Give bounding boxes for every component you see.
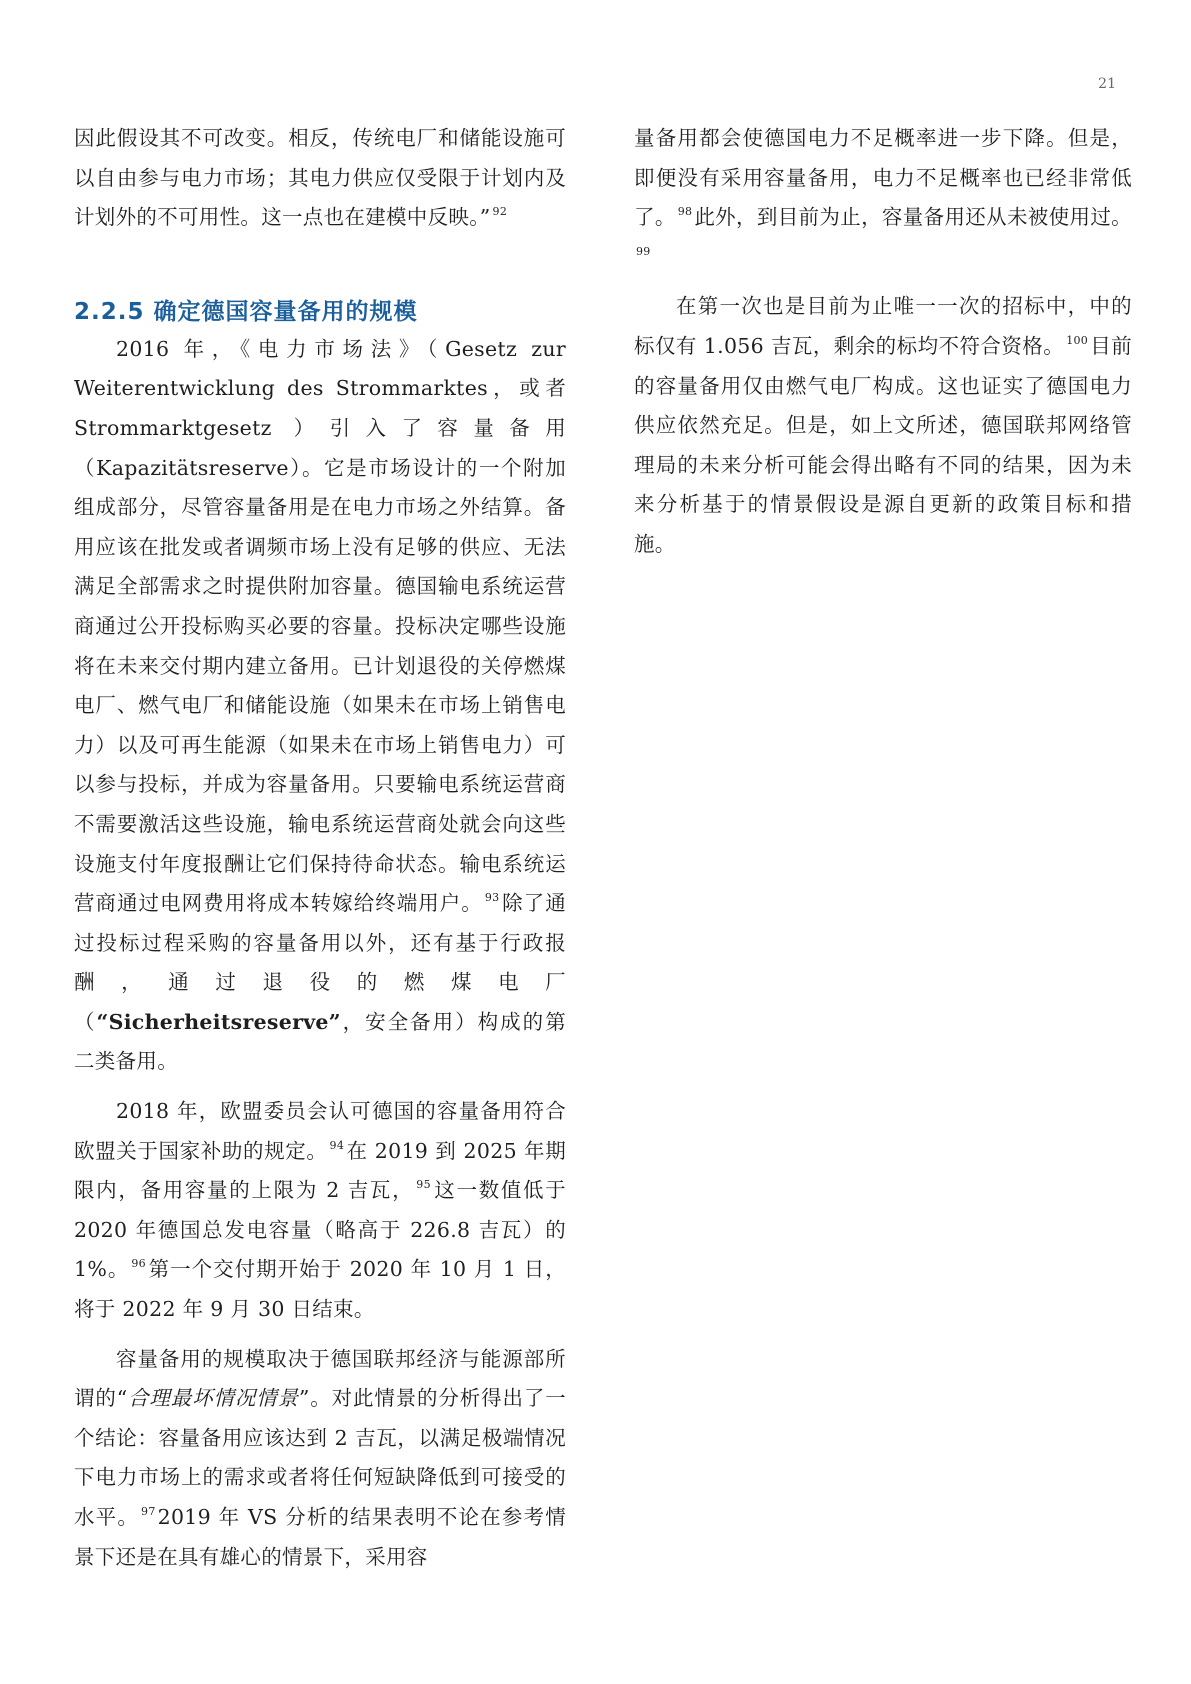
paragraph-intro-continued <box>74 119 566 238</box>
paragraph-text: ，安全备用）构成的第二类备用。 <box>74 1009 566 1074</box>
paragraph-text: 2019 年 VS 分析的结果表明不论在参考情景下还是在具有雄心的情景下，采用容 <box>74 1505 566 1569</box>
paragraph-tender <box>634 287 1132 564</box>
footnote-ref-92: 92 <box>492 205 508 219</box>
paragraph-reserve-size <box>74 1340 566 1578</box>
paragraph-eu-approval <box>74 1092 566 1330</box>
paragraph-text: 容量备用的规模取决于德国联邦经济与能源部所谓的“ <box>74 1346 566 1411</box>
footnote-ref-100: 100 <box>1066 333 1089 347</box>
footnote-ref-99: 99 <box>636 244 651 258</box>
paragraph-text: 量备用都会使德国电力不足概率进一步下降。但是，即便没有采用容量备用，电力不足概率也已经非常低了。 <box>634 126 1132 230</box>
page-number: 21 <box>1098 76 1116 92</box>
footnote-ref-96: 96 <box>131 1257 146 1271</box>
footnote-ref-98: 98 <box>677 205 693 219</box>
paragraph-text: 2016 年，《电力市场法》（Gesetz zur Weiterentwicklung des Strommarktes，或者 Strommarktgesetz ）引入了容量备用（Kapazitätsreserve）。它是市场设计的一个附加组成部分，尽管容量备用是在电力市场之外结算。备用应该在批发或者调频市场上没有足够的供应、无法满足全部需求之时提供附加容量。德国输电系统运营商通过公开投标购买必要的容量。投标决定哪些设施将在未来交付期内建立备用。已计划退役的关停燃煤电厂、燃气电厂和储能设施（如果未在市场上销售电力）以及可再生能源（如果未在市场上销售电力）可以参与投标，并成为容量备用。只要输电系统运营商不需要激活这些设施，输电系统运营商处就会向这些设施支付年度报酬让它们保持待命状态。输电系统运营商通过电网费用将成本转嫁给终端用户。 <box>74 336 566 916</box>
right-column <box>634 119 1132 565</box>
paragraph-text: 目前的容量备用仅由燃气电厂构成。这也证实了德国电力供应依然充足。但是，如上文所述，德国联邦网络管理局的未来分析可能会得出略有不同的结果，因为未来分析基于的情景假设是源自更新的政策目标和措施。 <box>634 333 1133 556</box>
paragraph-text: 在第一次也是目前为止唯一一次的招标中，中的标仅有 1.056 吉瓦，剩余的标均不符合资格。 <box>634 294 1132 358</box>
paragraph-text: 除了通过投标过程采购的容量备用以外，还有基于行政报酬，通过退役的燃煤电厂（ <box>74 891 566 1034</box>
footnote-ref-94: 94 <box>329 1138 345 1152</box>
italic-term: 合理最坏情况情景 <box>127 1386 299 1411</box>
paragraph-text: 因此假设其不可改变。相反，传统电厂和储能设施可以自由参与电力市场；其电力供应仅受限于计划内及计划外的不可用性。这一点也在建模中反映。” <box>74 126 566 230</box>
section-heading: 2.2.5 确定德国容量备用的规模 <box>74 298 418 325</box>
paragraph-text: 2018 年，欧盟委员会认可德国的容量备用符合欧盟关于国家补助的规定。 <box>74 1099 566 1163</box>
paragraph-text: 在 2019 到 2025 年期限内，备用容量的上限为 2 吉瓦， <box>74 1138 566 1203</box>
left-column <box>74 119 566 1577</box>
paragraph-text: 这一数值低于 2020 年德国总发电容量（略高于 226.8 吉瓦）的 1%。 <box>74 1178 566 1282</box>
bold-term: “Sicherheitsreserve” <box>96 1009 341 1034</box>
paragraph-capacity-reserve <box>74 330 566 1082</box>
footnote-ref-97: 97 <box>141 1505 156 1518</box>
paragraph-probability <box>634 119 1132 277</box>
paragraph-text: 第一个交付期开始于 2020 年 10 月 1 日，将于 2022 年 9 月 30 日结束。 <box>74 1257 566 1322</box>
footnote-ref-93: 93 <box>484 891 500 905</box>
paragraph-text: 此外，到目前为止，容量备用还从未被使用过。 <box>694 205 1132 230</box>
footnote-ref-95: 95 <box>416 1178 431 1192</box>
paragraph-text: ”。对此情景的分析得出了一个结论：容量备用应该达到 2 吉瓦，以满足极端情况下电力市场上的需求或者将任何短缺降低到可接受的水平。 <box>74 1386 566 1529</box>
